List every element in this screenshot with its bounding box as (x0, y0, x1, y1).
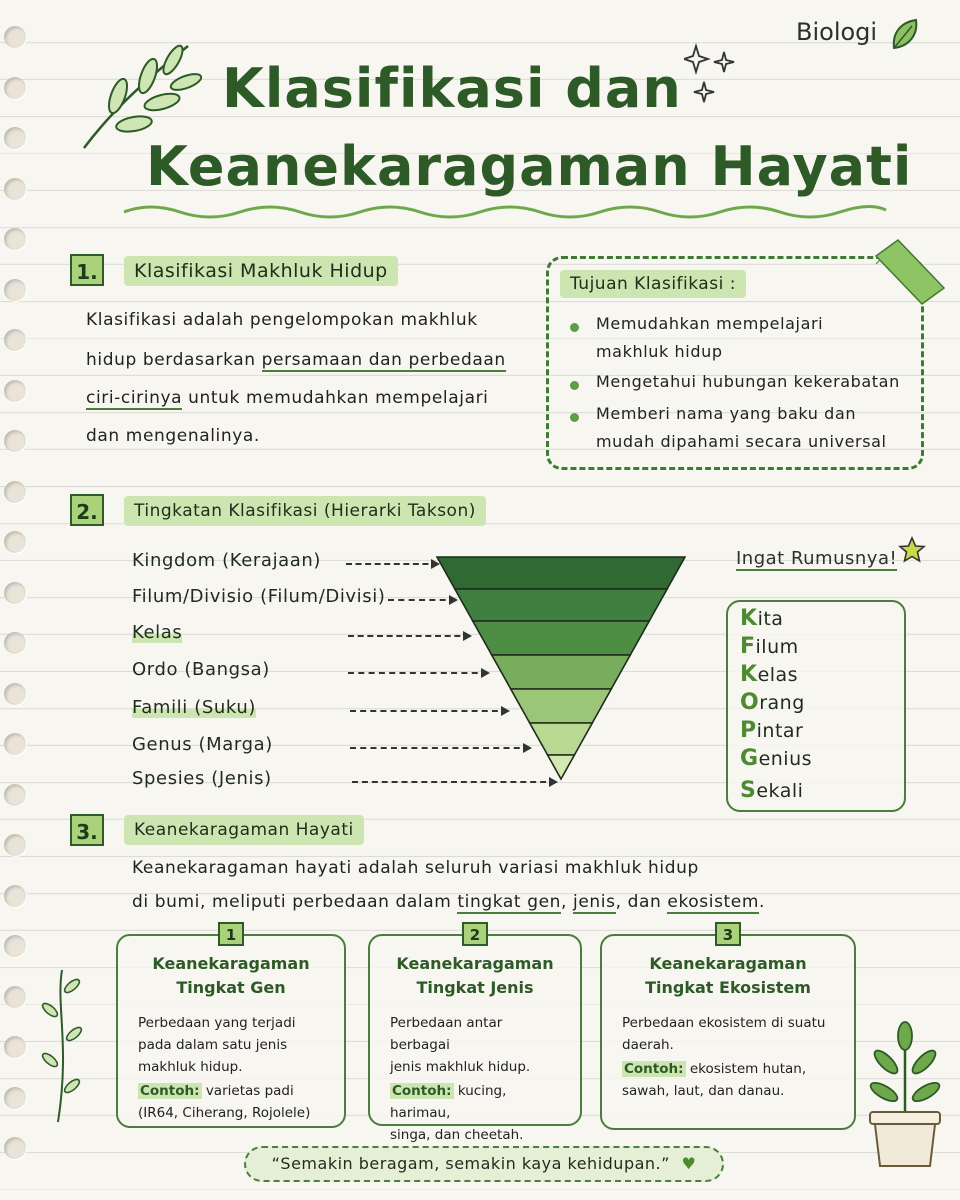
contoh-text: ekosistem hutan, (685, 1061, 807, 1077)
section1-text-line4: dan mengenalinya. (86, 426, 260, 446)
spiral-hole (4, 1137, 26, 1159)
pyramid-level (492, 655, 631, 689)
mnemonic-item (740, 718, 803, 743)
card-number: 2 (462, 922, 488, 946)
quote-text: “Semakin beragam, semakin kaya kehidupan.” (271, 1154, 670, 1173)
spiral-hole (4, 279, 26, 301)
rank-label: Ordo (Bangsa) (132, 659, 270, 680)
section1-text-line1: Klasifikasi adalah pengelompokan makhluk (86, 310, 478, 330)
mnemonic-item (740, 634, 799, 659)
pyramid-level (548, 755, 575, 779)
mnemonic-rest: rang (759, 692, 805, 714)
card-subtitle: Tingkat Gen (176, 978, 286, 997)
mnemonic-item (740, 662, 798, 687)
card-2 (368, 926, 582, 1143)
mnemonic-rest: ekali (756, 780, 804, 802)
section3-heading: Keanekaragaman Hayati (124, 815, 364, 845)
card-number: 1 (218, 922, 244, 946)
tujuan-item: Mengetahui hubungan kekerabatan (596, 372, 900, 391)
card-subtitle: Tingkat Ekosistem (645, 978, 811, 997)
underline-ciri: ciri-cirinya (86, 388, 183, 408)
subject-label: Biologi (796, 18, 878, 46)
bullet-icon (570, 323, 579, 332)
contoh-text-cont: singa, dan cheetah. (390, 1127, 524, 1143)
spiral-hole (4, 26, 26, 48)
mnemonic-rest: elas (757, 664, 799, 686)
card-description (622, 1012, 840, 1102)
mnemonic-rest: ita (757, 608, 784, 630)
leaf-icon (890, 18, 920, 52)
tujuan-item-cont: makhluk hidup (596, 342, 723, 361)
section1-number: 1. (70, 254, 104, 286)
section2-heading: Tingkatan Klasifikasi (Hierarki Takson) (124, 496, 486, 526)
mnemonic-initial: F (740, 634, 756, 659)
potted-plant-icon (866, 1020, 944, 1170)
card-description-line: Perbedaan ekosistem di suatu (622, 1015, 826, 1031)
spiral-hole (4, 127, 26, 149)
bullet-icon (570, 413, 579, 422)
mnemonic-initial: K (740, 662, 758, 687)
card-contoh (622, 1058, 840, 1080)
mnemonic-rest: intar (756, 720, 804, 742)
card-contoh (138, 1080, 330, 1102)
card-description-line: jenis makhluk hidup. (390, 1059, 531, 1075)
section3-text-line1: Keanekaragaman hayati adalah seluruh variasi makhluk hidup (132, 858, 699, 878)
card-description-line: Perbedaan yang terjadi (138, 1015, 296, 1031)
spiral-hole (4, 834, 26, 856)
spiral-hole (4, 632, 26, 654)
section2-number: 2. (70, 494, 104, 526)
mnemonic-item (740, 746, 812, 771)
pyramid-level (511, 689, 612, 723)
section1-heading: Klasifikasi Makhluk Hidup (124, 256, 398, 286)
taxonomy-pyramid (436, 556, 686, 782)
spiral-hole (4, 380, 26, 402)
pyramid-level (455, 589, 667, 621)
card-1 (116, 926, 346, 1128)
contoh-label: Contoh: (624, 1061, 684, 1077)
spiral-hole (4, 430, 26, 452)
section3-text-line2: di bumi, meliputi perbedaan dalam tingkat gen, jenis, dan ekosistem. (132, 892, 766, 912)
spiral-hole (4, 885, 26, 907)
tujuan-item-cont: mudah dipahami secara universal (596, 432, 887, 451)
rank-label: Filum/Divisio (Filum/Divisi) (132, 586, 386, 607)
card-title: Keanekaragaman (649, 954, 807, 973)
pyramid-level (473, 621, 650, 655)
pyramid-level (437, 557, 685, 589)
card-description-line: pada dalam satu jenis (138, 1037, 288, 1053)
bullet-icon (570, 381, 579, 390)
mnemonic-item (740, 690, 805, 715)
mnemonic-item (740, 606, 783, 631)
tujuan-heading: Tujuan Klasifikasi : (560, 270, 746, 298)
spiral-hole (4, 531, 26, 553)
rank-label: Kelas (132, 622, 183, 643)
mnemonic-initial: P (740, 718, 757, 743)
tujuan-item: Memberi nama yang baku dan (596, 404, 857, 423)
spiral-hole (4, 329, 26, 351)
mnemonic-initial: K (740, 606, 758, 631)
spiral-hole (4, 935, 26, 957)
vine-icon (36, 966, 86, 1126)
contoh-text-cont: (IR64, Ciherang, Rojolele) (138, 1105, 311, 1121)
underline-persamaan: persamaan dan perbedaan (261, 350, 506, 370)
mnemonic-rest: enius (758, 748, 813, 770)
spiral-hole (4, 784, 26, 806)
quote-banner (244, 1146, 724, 1182)
spiral-binding (0, 0, 40, 1200)
card-description-line: makhluk hidup. (138, 1059, 243, 1075)
star-icon (898, 536, 926, 564)
rank-label: Spesies (Jenis) (132, 768, 272, 789)
section1-text-line3: ciri-cirinya untuk memudahkan mempelajari (86, 388, 489, 408)
card-description (138, 1012, 330, 1124)
card-subtitle: Tingkat Jenis (416, 978, 534, 997)
mnemonic-item (740, 778, 803, 803)
spiral-hole (4, 178, 26, 200)
card-description (390, 1012, 566, 1146)
card-title: Keanekaragaman (152, 954, 310, 973)
mnemonic-initial: O (740, 690, 760, 715)
contoh-text-cont: sawah, laut, dan danau. (622, 1083, 785, 1099)
page-title-line2: Keanekaragaman Hayati (146, 135, 913, 198)
title-underline (120, 200, 890, 222)
mnemonic-initial: G (740, 746, 759, 771)
heart-icon: ♥ (681, 1154, 697, 1173)
spiral-hole (4, 77, 26, 99)
card-contoh (390, 1080, 566, 1124)
rank-arrow (346, 563, 438, 565)
spiral-hole (4, 733, 26, 755)
spiral-hole (4, 582, 26, 604)
card-description-line: daerah. (622, 1037, 674, 1053)
card-title: Keanekaragaman (396, 954, 554, 973)
mnemonic-rest: ilum (755, 636, 799, 658)
card-number: 3 (715, 922, 741, 946)
page-title-line1: Klasifikasi dan (222, 57, 682, 120)
contoh-label: Contoh: (140, 1083, 200, 1099)
mnemonic-heading: Ingat Rumusnya! (736, 548, 898, 569)
spiral-hole (4, 1036, 26, 1058)
rank-label: Genus (Marga) (132, 734, 273, 755)
contoh-label: Contoh: (392, 1083, 452, 1099)
mnemonic-initial: S (740, 778, 757, 803)
spiral-hole (4, 228, 26, 250)
card-3 (600, 926, 856, 1130)
card-description-line: Perbedaan antar berbagai (390, 1015, 503, 1053)
contoh-text: varietas padi (201, 1083, 294, 1099)
section3-number: 3. (70, 814, 104, 846)
pyramid-level (530, 723, 593, 755)
tujuan-item: Memudahkan mempelajari (596, 314, 824, 333)
spiral-hole (4, 1087, 26, 1109)
sparkle-icon (684, 42, 740, 106)
spiral-hole (4, 683, 26, 705)
rank-label: Kingdom (Kerajaan) (132, 550, 322, 571)
section1-text-line2: hidup berdasarkan persamaan dan perbedaan (86, 350, 506, 370)
spiral-hole (4, 481, 26, 503)
rank-label: Famili (Suku) (132, 697, 256, 718)
contoh-text: kucing, harimau, (390, 1083, 507, 1121)
spiral-hole (4, 986, 26, 1008)
tape-icon (872, 238, 948, 308)
